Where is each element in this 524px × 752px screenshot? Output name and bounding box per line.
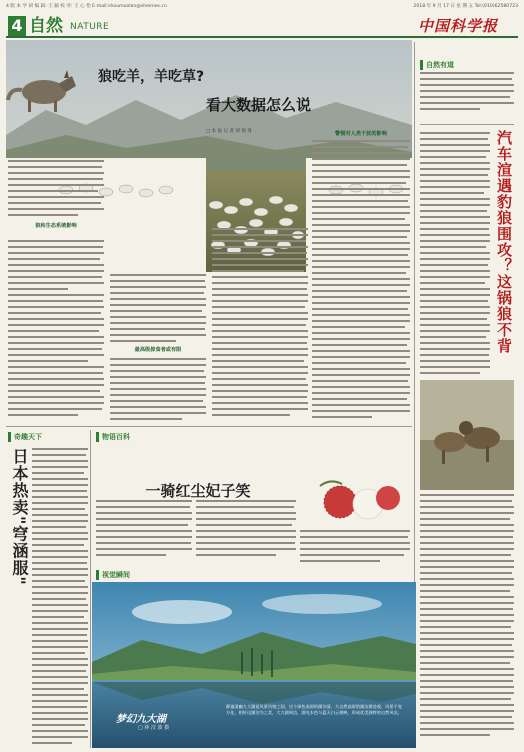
body-text-block [312,140,410,422]
right-photo-animals [420,380,514,490]
bottom-mid-headline: 一骑红尘妃子笑 [145,482,251,500]
bottom-left-header [8,432,88,442]
body-text-block [96,500,192,564]
page-header-line [6,3,518,12]
body-text-block [212,228,308,422]
hero-byline: □ 本 报 记 者 胡 珉 琦 [206,129,252,134]
lead-subheading-2: 最高级掠食者或有限 [134,347,182,353]
right-vertical-headline: 汽车渲遇豹狼围攻？这锅狼不背 [495,130,513,354]
right-intro-text [420,72,514,124]
right-box-title: 自然有道 [420,60,514,70]
photo-credit: □ 林 汉 波 摄 [138,725,170,731]
hero-title-line2: 看大数据怎么说 [206,96,312,114]
right-column-text-2 [420,494,514,748]
column-divider [90,430,91,748]
body-text-block [420,72,514,124]
photo-caption-text: 静谧清幽九大湖是风景风格之国，这个绿色高原的湖泊清，大自然高原的湖泊群处观，风景千变万化，相传这湖泊为之美，大九湖周边，湖光水色与蓝天白云相映，形成优美独特的自然风光。 [226,704,402,715]
lychee-image [300,476,410,528]
right-divider [420,124,514,125]
photo-box-header [96,570,176,580]
animal-photo-illustration [420,380,514,490]
body-text-block [196,500,296,564]
bottom-left-box-title: 奇趣天下 [8,432,88,442]
photo-caption-title: 梦幻九大湖 [116,714,166,725]
body-text-block [300,530,410,566]
bottom-mid-header [96,432,176,442]
edition-info: 4 版 本 学 研 编 辑: 王 颖 校 对: 王 心 怡 E-mail:shoumoolan@sheimes.cn [6,4,167,9]
photo-box-title: 视觉瞬间 [96,570,176,580]
bottom-mid-text-3 [300,530,410,566]
body-text-block [8,160,104,422]
lead-column-4 [312,140,410,422]
section-divider [6,426,412,427]
right-box-header [420,60,514,70]
bottom-mid-box-title: 物语百科 [96,432,176,442]
date-info: 2018 年 9 月 17 日 星 期 五 Tel:(010)62580723 [413,4,518,9]
body-text-block [420,494,514,748]
lead-column-3 [212,228,308,422]
hero-title-line1: 狼吃羊，羊吃草? [98,69,205,85]
masthead-logo: 中国科学报 [418,17,499,35]
lead-column-1 [8,160,104,422]
bottom-mid-text-1 [96,500,192,564]
section-number: 4 [8,16,26,36]
section-name: 自然 [29,16,63,36]
lead-subheading-3: 警惕对人类干扰的影响 [335,131,387,137]
bottom-left-text [32,448,88,748]
lychee-illustration [300,476,410,528]
bottom-left-vertical-headline: 日本热卖"穹涵服" [10,448,29,586]
lead-subheading-1: 狼和生态系统影响 [35,223,77,229]
bottom-mid-text-2 [196,500,296,564]
body-text-block [32,448,88,748]
section-english: NATURE [70,22,110,32]
